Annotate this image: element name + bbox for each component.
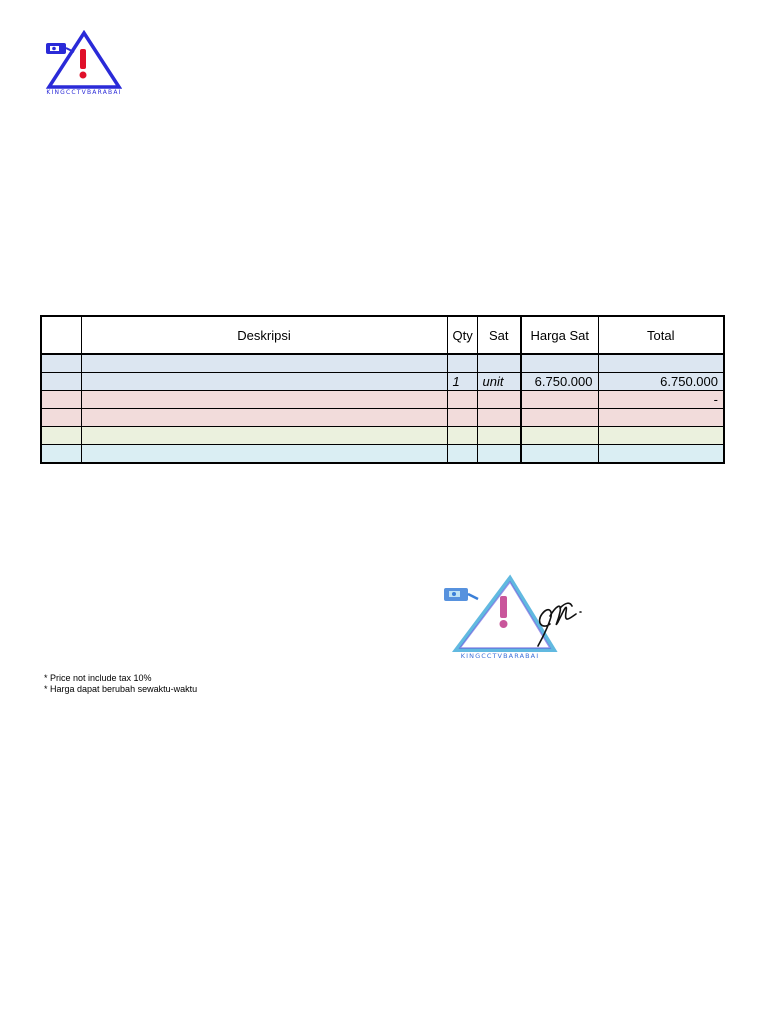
cell-deskripsi	[81, 445, 447, 464]
cell-deskripsi	[81, 373, 447, 391]
cell-sat	[477, 445, 521, 464]
header-deskripsi: Deskripsi	[81, 316, 447, 354]
header-sat: Sat	[477, 316, 521, 354]
company-logo	[44, 30, 122, 96]
cell-qty	[447, 427, 477, 445]
cell-deskripsi	[81, 427, 447, 445]
logo-wordmark: KINGCCTVBARABAI	[46, 89, 122, 96]
table-row	[41, 427, 724, 445]
cell-no	[41, 373, 81, 391]
table-row	[41, 354, 724, 373]
table-header-row	[41, 316, 724, 354]
cell-qty	[447, 409, 477, 427]
cell-sat	[477, 354, 521, 373]
table-row	[41, 391, 724, 409]
cell-total	[598, 354, 724, 373]
cell-total	[598, 445, 724, 464]
cell-harga-sat	[521, 409, 598, 427]
cell-no	[41, 427, 81, 445]
cell-harga-sat	[521, 445, 598, 464]
exclamation-icon	[500, 596, 507, 618]
header-harga-sat: Harga Sat	[521, 316, 598, 354]
stamp-wordmark: KINGCCTVBARABAI	[460, 652, 540, 660]
cell-harga-sat	[521, 391, 598, 409]
quotation-table	[40, 315, 725, 464]
cell-no	[41, 409, 81, 427]
cell-sat: unit	[477, 373, 521, 391]
cell-deskripsi	[81, 391, 447, 409]
cell-qty: 1	[447, 373, 477, 391]
cell-harga-sat: 6.750.000	[521, 373, 598, 391]
cell-total	[598, 427, 724, 445]
cell-sat	[477, 427, 521, 445]
cell-qty	[447, 354, 477, 373]
cell-sat	[477, 409, 521, 427]
cell-total	[598, 409, 724, 427]
note-price-change: * Harga dapat berubah sewaktu-waktu	[44, 684, 198, 694]
cell-qty	[447, 445, 477, 464]
footnotes	[44, 673, 197, 695]
table-row	[41, 445, 724, 464]
header-total: Total	[598, 316, 724, 354]
cell-no	[41, 354, 81, 373]
table-row	[41, 373, 724, 391]
cell-deskripsi	[81, 409, 447, 427]
header-no	[41, 316, 81, 354]
cell-sat	[477, 391, 521, 409]
header-qty: Qty	[447, 316, 477, 354]
cell-total: -	[598, 391, 724, 409]
exclamation-icon	[80, 49, 86, 69]
cell-total: 6.750.000	[598, 373, 724, 391]
note-tax: * Price not include tax 10%	[44, 673, 152, 683]
cell-harga-sat	[521, 427, 598, 445]
cell-deskripsi	[81, 354, 447, 373]
company-stamp-signature	[442, 572, 594, 662]
cell-no	[41, 391, 81, 409]
cell-qty	[447, 391, 477, 409]
cell-no	[41, 445, 81, 464]
table-row	[41, 409, 724, 427]
cell-harga-sat	[521, 354, 598, 373]
